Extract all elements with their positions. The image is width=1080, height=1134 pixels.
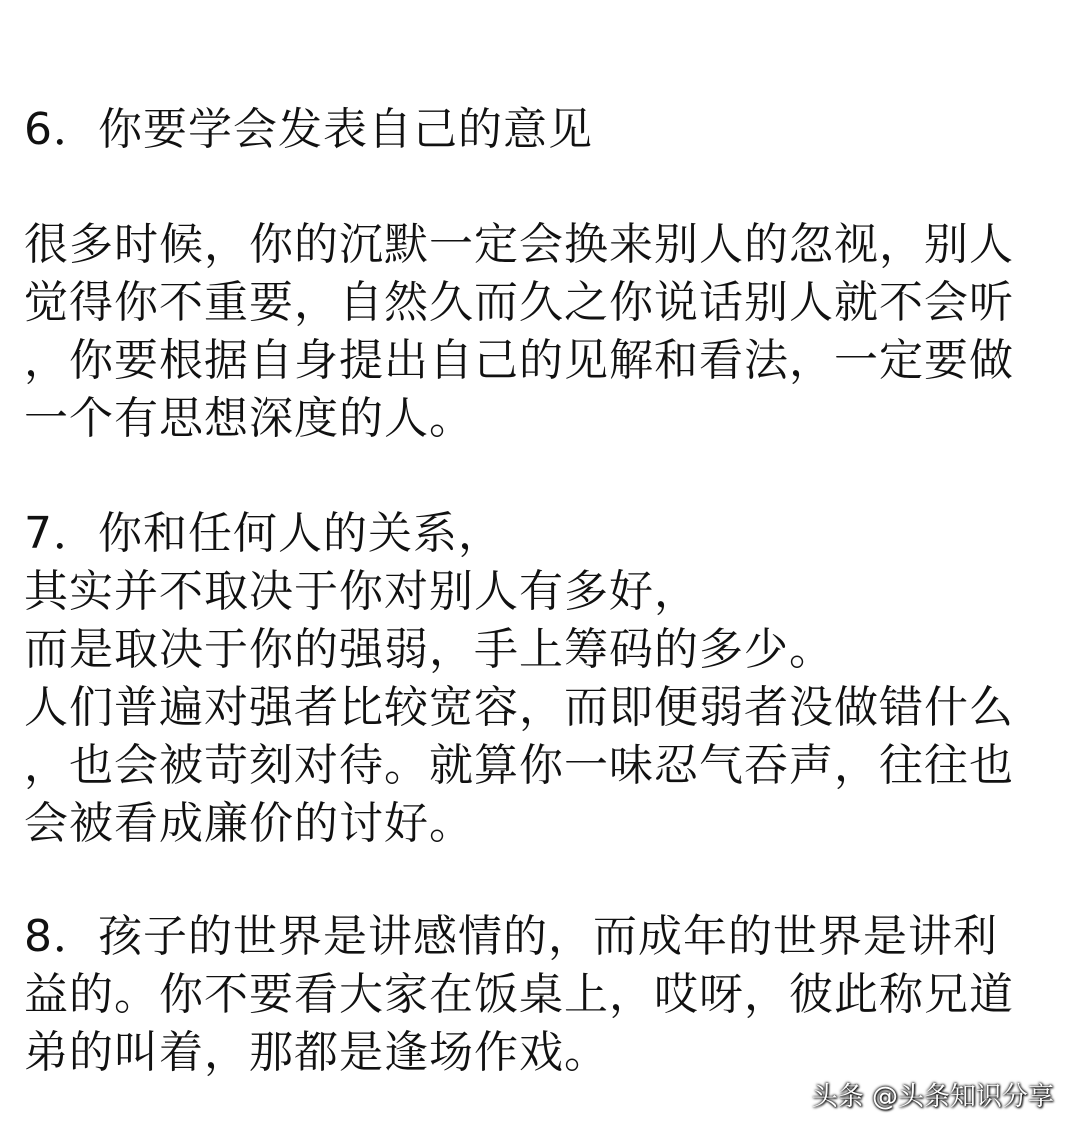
paragraph-line: ，也会被苛刻对待。就算你一味忍气吞声，往往也 (24, 740, 1014, 791)
paragraph-line: 人们普遍对强者比较宽容，而即便弱者没做错什么 (24, 682, 1014, 733)
paragraph-line: 益的。你不要看大家在饭桌上，哎呀，彼此称兄道 (24, 969, 1014, 1020)
watermark: 头条 @头条知识分享 (811, 1082, 1054, 1112)
heading-8: 8．孩子的世界是讲感情的，而成年的世界是讲利 (24, 911, 998, 962)
heading-7: 7．你和任何人的关系， (24, 508, 503, 559)
paragraph-line: ，你要根据自身提出自己的见解和看法，一定要做 (24, 335, 1014, 386)
paragraph-line: 很多时候，你的沉默一定会换来别人的忽视，别人 (24, 219, 1014, 270)
paragraph-line: 觉得你不重要，自然久而久之你说话别人就不会听 (24, 277, 1014, 328)
paragraph-line: 其实并不取决于你对别人有多好， (24, 566, 699, 617)
paragraph-line: 一个有思想深度的人。 (24, 393, 474, 444)
paragraph-line: 而是取决于你的强弱，手上筹码的多少。 (24, 624, 834, 675)
paragraph-line: 弟的叫着，那都是逢场作戏。 (24, 1027, 609, 1078)
heading-6: 6．你要学会发表自己的意见 (24, 104, 593, 155)
paragraph-line: 会被看成廉价的讨好。 (24, 798, 474, 849)
